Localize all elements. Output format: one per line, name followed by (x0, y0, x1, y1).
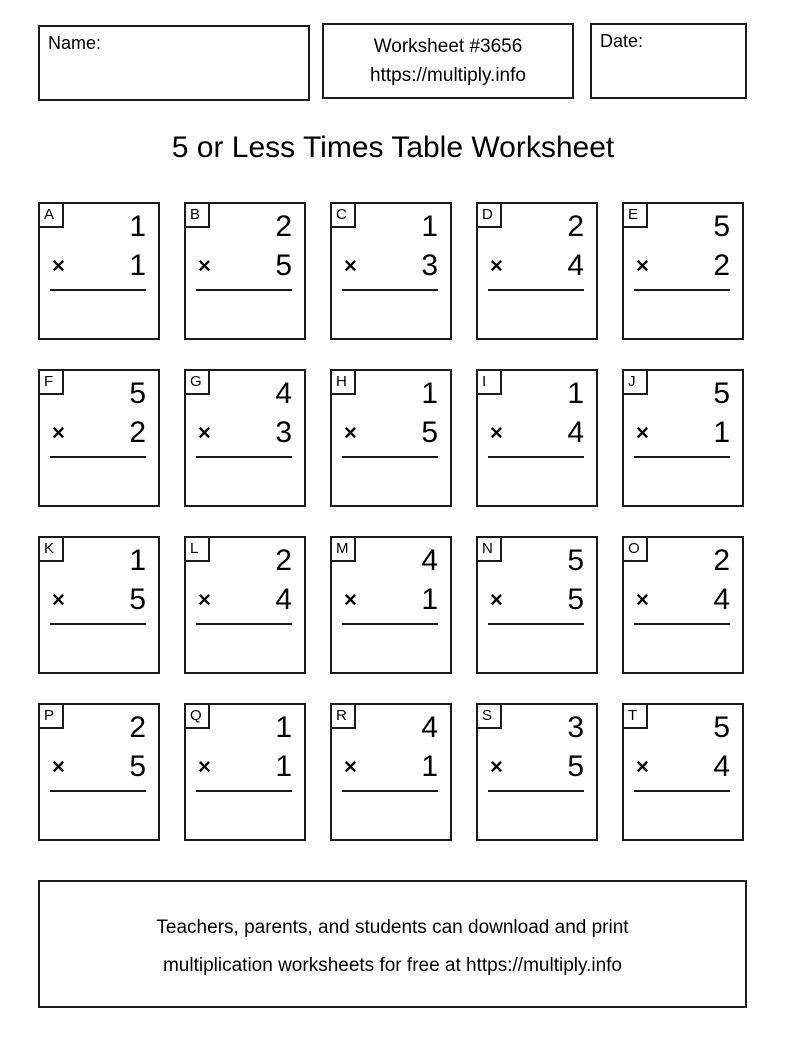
answer-line (342, 289, 438, 291)
bottom-operand: 1 (129, 249, 146, 282)
bottom-operand: 4 (275, 583, 292, 616)
answer-line (196, 623, 292, 625)
multiply-icon: × (344, 754, 357, 779)
top-operand: 1 (275, 711, 292, 744)
multiply-icon: × (636, 420, 649, 445)
answer-line (50, 790, 146, 792)
multiply-icon: × (344, 587, 357, 612)
bottom-operand: 1 (421, 750, 438, 783)
problem-cell (184, 369, 306, 507)
answer-line (488, 790, 584, 792)
problem-cell (38, 369, 160, 507)
bottom-operand: 3 (275, 416, 292, 449)
multiply-icon: × (636, 754, 649, 779)
multiply-icon: × (490, 587, 503, 612)
top-operand: 5 (713, 711, 730, 744)
multiply-icon: × (198, 754, 211, 779)
answer-line (634, 623, 730, 625)
answer-line (50, 456, 146, 458)
multiply-icon: × (490, 420, 503, 445)
bottom-operand: 5 (421, 416, 438, 449)
problem-label: P (40, 705, 64, 729)
problem-label: H (332, 371, 356, 395)
answer-line (634, 289, 730, 291)
answer-line (342, 790, 438, 792)
bottom-operand: 2 (129, 416, 146, 449)
problem-cell (330, 202, 452, 340)
multiply-icon: × (198, 420, 211, 445)
problem-label: M (332, 538, 356, 562)
multiply-icon: × (52, 754, 65, 779)
problem-label: Q (186, 705, 210, 729)
answer-line (634, 790, 730, 792)
answer-line (488, 623, 584, 625)
footer-line-2: multiplication worksheets for free at https://multiply.info (162, 955, 622, 976)
bottom-operand: 4 (567, 249, 584, 282)
problem-cell (330, 703, 452, 841)
top-operand: 1 (129, 210, 146, 243)
problem-cell (38, 202, 160, 340)
problem-cell (476, 703, 598, 841)
bottom-operand: 4 (713, 583, 730, 616)
problem-cell (622, 536, 744, 674)
multiply-icon: × (52, 420, 65, 445)
answer-line (50, 289, 146, 291)
problem-label: K (40, 538, 64, 562)
page-title: 5 or Less Times Table Worksheet (171, 131, 615, 164)
problem-label: C (332, 204, 356, 228)
problem-cell (622, 369, 744, 507)
answer-line (488, 456, 584, 458)
bottom-operand: 1 (713, 416, 730, 449)
multiply-icon: × (344, 420, 357, 445)
top-operand: 5 (713, 210, 730, 243)
bottom-operand: 3 (421, 249, 438, 282)
multiply-icon: × (52, 253, 65, 278)
top-operand: 3 (567, 711, 584, 744)
date-label: Date: (600, 31, 644, 51)
answer-line (634, 456, 730, 458)
problem-cell (184, 703, 306, 841)
problem-label: E (624, 204, 648, 228)
problem-label: J (624, 371, 648, 395)
top-operand: 4 (421, 544, 438, 577)
multiply-icon: × (198, 587, 211, 612)
problem-label: I (478, 371, 502, 395)
problem-label: F (40, 371, 64, 395)
problem-cell (476, 202, 598, 340)
top-operand: 5 (713, 377, 730, 410)
worksheet-info-box (322, 23, 574, 99)
bottom-operand: 5 (567, 750, 584, 783)
worksheet-number: Worksheet #3656 (373, 36, 523, 57)
top-operand: 4 (275, 377, 292, 410)
answer-line (196, 289, 292, 291)
name-label: Name: (48, 33, 102, 53)
answer-line (196, 456, 292, 458)
problem-label: T (624, 705, 648, 729)
top-operand: 2 (567, 210, 584, 243)
top-operand: 1 (567, 377, 584, 410)
top-operand: 2 (275, 210, 292, 243)
footer-line-1: Teachers, parents, and students can download and print (156, 917, 629, 938)
top-operand: 1 (129, 544, 146, 577)
answer-line (50, 623, 146, 625)
problem-label: D (478, 204, 502, 228)
answer-line (196, 790, 292, 792)
bottom-operand: 4 (567, 416, 584, 449)
multiply-icon: × (636, 587, 649, 612)
bottom-operand: 5 (129, 583, 146, 616)
problem-cell (622, 703, 744, 841)
top-operand: 1 (421, 210, 438, 243)
multiply-icon: × (490, 754, 503, 779)
problem-label: G (186, 371, 210, 395)
top-operand: 2 (129, 711, 146, 744)
problem-cell (184, 202, 306, 340)
problem-cell (622, 202, 744, 340)
top-operand: 2 (713, 544, 730, 577)
footer-box (38, 880, 747, 1008)
top-operand: 1 (421, 377, 438, 410)
bottom-operand: 2 (713, 249, 730, 282)
bottom-operand: 1 (421, 583, 438, 616)
top-operand: 5 (129, 377, 146, 410)
date-field-box (590, 23, 747, 99)
problem-label: L (186, 538, 210, 562)
multiply-icon: × (636, 253, 649, 278)
top-operand: 2 (275, 544, 292, 577)
problem-cell (330, 369, 452, 507)
multiply-icon: × (198, 253, 211, 278)
problem-cell (476, 536, 598, 674)
answer-line (342, 456, 438, 458)
worksheet-url: https://multiply.info (370, 65, 526, 86)
problem-cell (184, 536, 306, 674)
top-operand: 4 (421, 711, 438, 744)
name-field-box (38, 25, 310, 101)
problem-label: S (478, 705, 502, 729)
problem-label: B (186, 204, 210, 228)
problem-label: R (332, 705, 356, 729)
top-operand: 5 (567, 544, 584, 577)
answer-line (488, 289, 584, 291)
problem-cell (330, 536, 452, 674)
problem-label: O (624, 538, 648, 562)
multiply-icon: × (344, 253, 357, 278)
problems-grid (38, 202, 744, 841)
problem-cell (38, 703, 160, 841)
multiply-icon: × (52, 587, 65, 612)
bottom-operand: 5 (129, 750, 146, 783)
bottom-operand: 5 (567, 583, 584, 616)
bottom-operand: 4 (713, 750, 730, 783)
problem-label: N (478, 538, 502, 562)
problem-label: A (40, 204, 64, 228)
bottom-operand: 1 (275, 750, 292, 783)
bottom-operand: 5 (275, 249, 292, 282)
problem-cell (38, 536, 160, 674)
answer-line (342, 623, 438, 625)
problem-cell (476, 369, 598, 507)
multiply-icon: × (490, 253, 503, 278)
